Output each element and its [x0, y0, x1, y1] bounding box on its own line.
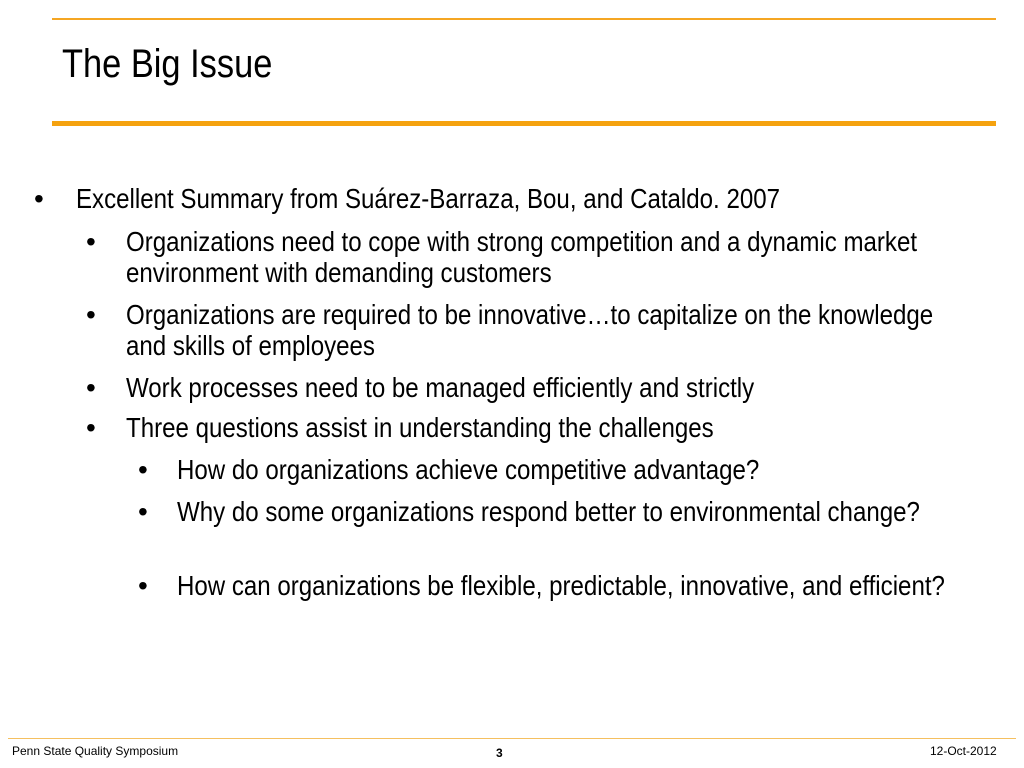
- bullet-text: How can organizations be flexible, predictable, innovative, and efficient?: [177, 570, 945, 601]
- bullet-icon: •: [86, 412, 96, 443]
- bullet-item-level-1: [76, 183, 1024, 214]
- bullet-text: Why do some organizations respond better to environmental change?: [177, 496, 920, 527]
- bullet-item-level-3: [177, 454, 1024, 485]
- bullet-icon: •: [86, 226, 96, 257]
- bullet-icon: •: [34, 183, 44, 214]
- bullet-icon: •: [138, 496, 148, 527]
- bullet-icon: •: [86, 299, 96, 330]
- bullet-item-level-2: [126, 412, 1024, 443]
- bullet-text: Excellent Summary from Suárez-Barraza, Bou, and Cataldo. 2007: [76, 183, 781, 214]
- bullet-text: Organizations need to cope with strong competition and a dynamic market environment with demanding customers: [126, 226, 918, 288]
- bullet-item-level-2: [126, 372, 1024, 403]
- bullet-item-level-3: [177, 496, 1024, 527]
- bullet-text: How do organizations achieve competitive advantage?: [177, 454, 760, 485]
- bullet-item-level-2: [126, 226, 1024, 288]
- footer-organization: Penn State Quality Symposium: [12, 744, 179, 758]
- bullet-item-level-2: [126, 299, 1024, 361]
- bullet-text: Organizations are required to be innovative…to capitalize on the knowledge and skills of employees: [126, 299, 934, 361]
- slide-title: The Big Issue: [62, 42, 273, 86]
- bullet-icon: •: [138, 454, 148, 485]
- bullet-icon: •: [86, 372, 96, 403]
- footer-date: 12-Oct-2012: [930, 744, 997, 758]
- bullet-item-level-3: [177, 570, 1024, 601]
- bullet-text: Three questions assist in understanding the challenges: [126, 412, 714, 443]
- footer-rule: [8, 738, 1016, 739]
- bullet-text: Work processes need to be managed efficiently and strictly: [126, 372, 755, 403]
- page-number: 3: [496, 746, 503, 760]
- bullet-icon: •: [138, 570, 148, 601]
